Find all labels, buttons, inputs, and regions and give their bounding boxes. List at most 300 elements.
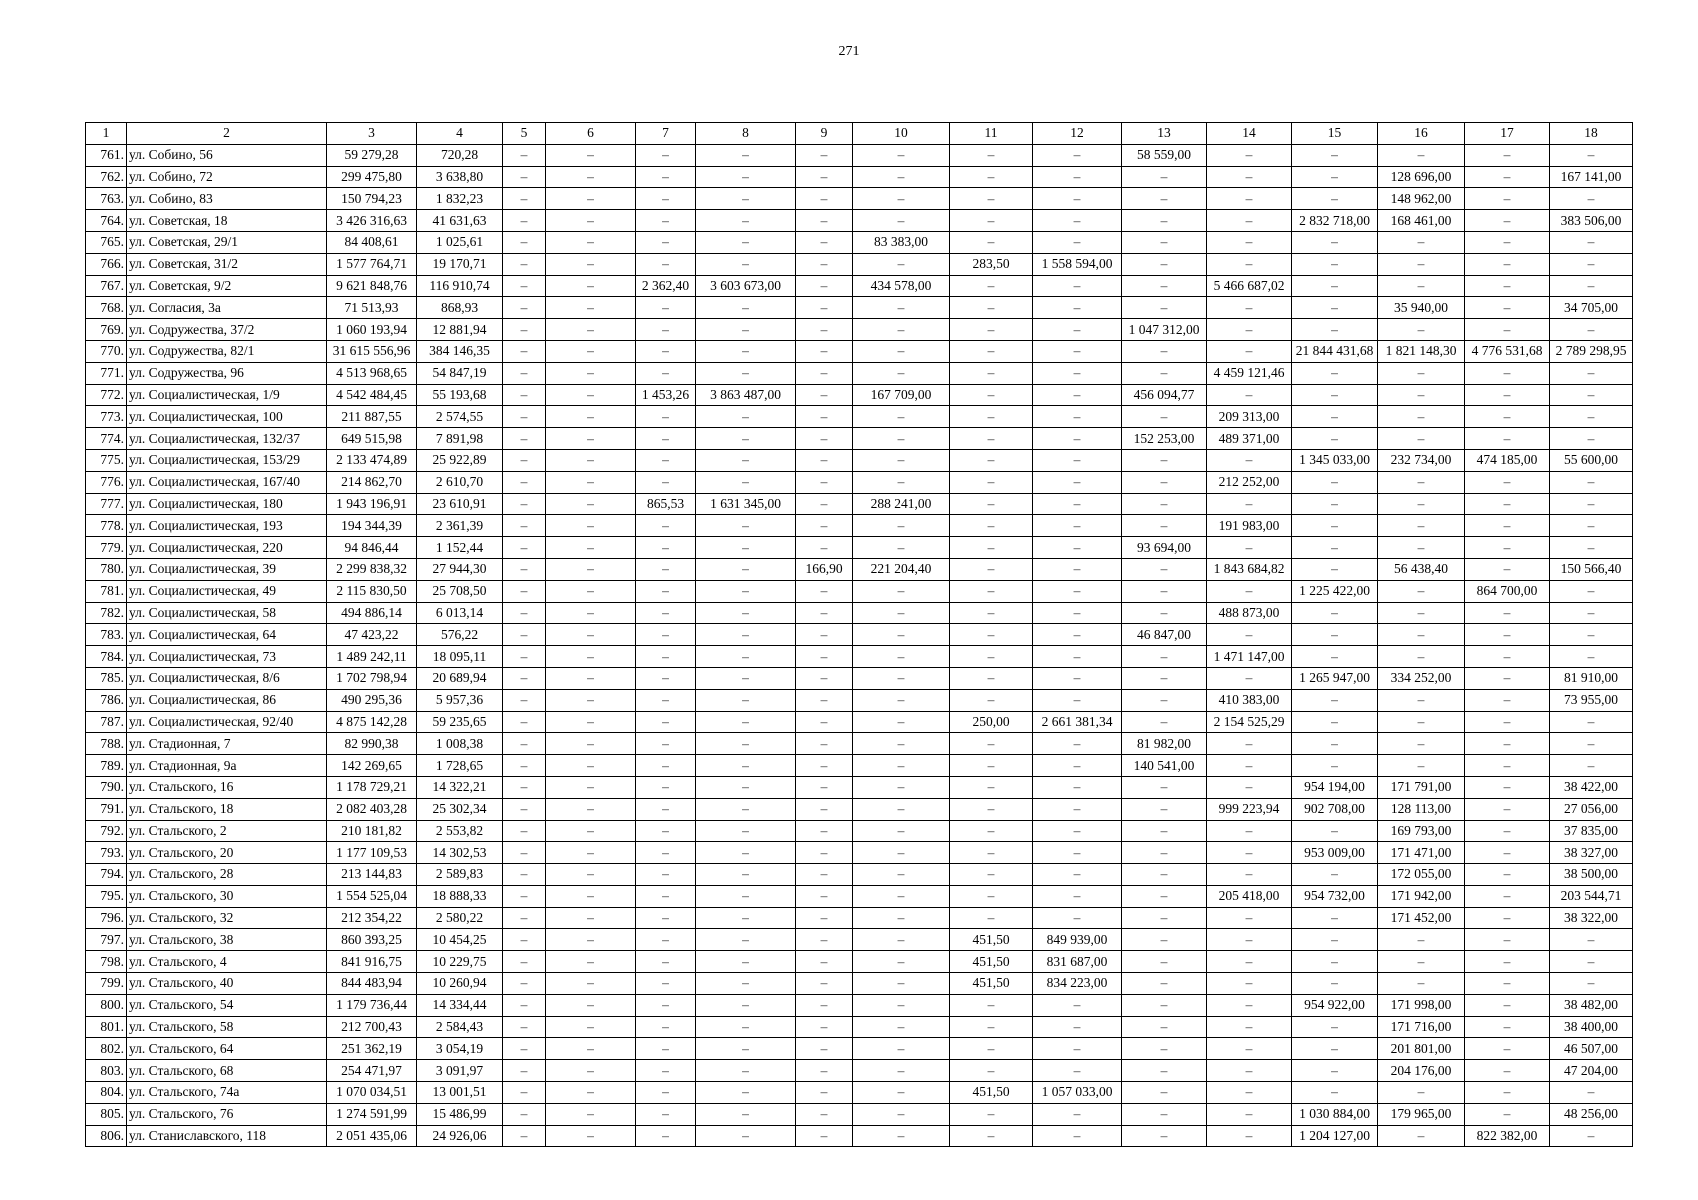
value-cell: – <box>503 1103 546 1125</box>
row-number-cell: 774. <box>86 428 127 450</box>
value-cell: – <box>636 210 696 232</box>
value-cell: 21 844 431,68 <box>1292 340 1378 362</box>
value-cell: – <box>546 951 636 973</box>
value-cell: – <box>503 820 546 842</box>
table-row <box>86 166 1633 188</box>
value-cell: 169 793,00 <box>1378 820 1465 842</box>
value-cell: – <box>636 624 696 646</box>
value-cell: 4 875 142,28 <box>327 711 417 733</box>
value-cell: 1 225 422,00 <box>1292 580 1378 602</box>
value-cell: – <box>1122 602 1207 624</box>
value-cell: 1 152,44 <box>417 537 503 559</box>
address-cell: ул. Социалистическая, 8/6 <box>127 667 327 689</box>
value-cell: – <box>1207 929 1292 951</box>
column-header: 13 <box>1122 123 1207 145</box>
value-cell: – <box>950 624 1033 646</box>
value-cell: 142 269,65 <box>327 755 417 777</box>
value-cell: – <box>1550 515 1633 537</box>
value-cell: – <box>1465 144 1550 166</box>
value-cell: – <box>503 711 546 733</box>
value-cell: – <box>1292 275 1378 297</box>
value-cell: – <box>696 1125 796 1147</box>
value-cell: 46 507,00 <box>1550 1038 1633 1060</box>
value-cell: – <box>503 471 546 493</box>
value-cell: 15 486,99 <box>417 1103 503 1125</box>
value-cell: 167 141,00 <box>1550 166 1633 188</box>
value-cell: – <box>503 1016 546 1038</box>
value-cell: – <box>853 1103 950 1125</box>
value-cell: – <box>546 188 636 210</box>
value-cell: – <box>1550 493 1633 515</box>
value-cell: – <box>1465 973 1550 995</box>
value-cell: – <box>1465 428 1550 450</box>
value-cell: – <box>1033 755 1122 777</box>
value-cell: – <box>546 1060 636 1082</box>
value-cell: 41 631,63 <box>417 210 503 232</box>
value-cell: – <box>636 362 696 384</box>
value-cell: 1 821 148,30 <box>1378 340 1465 362</box>
value-cell: 720,28 <box>417 144 503 166</box>
value-cell: 576,22 <box>417 624 503 646</box>
value-cell: – <box>503 558 546 580</box>
address-cell: ул. Согласия, 3а <box>127 297 327 319</box>
value-cell: – <box>1550 755 1633 777</box>
value-cell: 2 082 403,28 <box>327 798 417 820</box>
address-cell: ул. Стальского, 32 <box>127 907 327 929</box>
value-cell: – <box>1207 1016 1292 1038</box>
value-cell: – <box>696 667 796 689</box>
value-cell: 1 554 525,04 <box>327 885 417 907</box>
value-cell: – <box>1292 297 1378 319</box>
column-header: 8 <box>696 123 796 145</box>
value-cell: – <box>796 471 853 493</box>
table-row <box>86 340 1633 362</box>
address-cell: ул. Стальского, 40 <box>127 973 327 995</box>
value-cell: – <box>696 210 796 232</box>
value-cell: – <box>636 428 696 450</box>
value-cell: – <box>546 297 636 319</box>
value-cell: 2 589,83 <box>417 864 503 886</box>
value-cell: – <box>1550 384 1633 406</box>
value-cell: 288 241,00 <box>853 493 950 515</box>
value-cell: – <box>503 776 546 798</box>
value-cell: – <box>796 624 853 646</box>
value-cell: 10 260,94 <box>417 973 503 995</box>
address-cell: ул. Социалистическая, 49 <box>127 580 327 602</box>
value-cell: – <box>1465 493 1550 515</box>
value-cell: 2 133 474,89 <box>327 449 417 471</box>
value-cell: – <box>1033 842 1122 864</box>
value-cell: – <box>696 820 796 842</box>
address-cell: ул. Собино, 83 <box>127 188 327 210</box>
value-cell: – <box>1122 646 1207 668</box>
value-cell: – <box>503 646 546 668</box>
value-cell: – <box>1465 776 1550 798</box>
table-row <box>86 275 1633 297</box>
table-row <box>86 210 1633 232</box>
value-cell: – <box>853 1016 950 1038</box>
column-header: 4 <box>417 123 503 145</box>
value-cell: 209 313,00 <box>1207 406 1292 428</box>
value-cell: – <box>1207 733 1292 755</box>
column-header: 17 <box>1465 123 1550 145</box>
column-header: 18 <box>1550 123 1633 145</box>
address-cell: ул. Стальского, 38 <box>127 929 327 951</box>
value-cell: – <box>1550 951 1633 973</box>
value-cell: – <box>546 558 636 580</box>
value-cell: 1 177 109,53 <box>327 842 417 864</box>
value-cell: 953 009,00 <box>1292 842 1378 864</box>
value-cell: – <box>503 166 546 188</box>
value-cell: – <box>796 776 853 798</box>
table-row <box>86 907 1633 929</box>
value-cell: 2 661 381,34 <box>1033 711 1122 733</box>
value-cell: 456 094,77 <box>1122 384 1207 406</box>
value-cell: – <box>636 340 696 362</box>
value-cell: 152 253,00 <box>1122 428 1207 450</box>
value-cell: 166,90 <box>796 558 853 580</box>
value-cell: – <box>546 1103 636 1125</box>
value-cell: – <box>1122 362 1207 384</box>
address-cell: ул. Стальского, 54 <box>127 994 327 1016</box>
value-cell: – <box>853 667 950 689</box>
value-cell: 18 095,11 <box>417 646 503 668</box>
value-cell: 489 371,00 <box>1207 428 1292 450</box>
value-cell: 59 279,28 <box>327 144 417 166</box>
value-cell: – <box>1292 733 1378 755</box>
row-number-cell: 761. <box>86 144 127 166</box>
address-cell: ул. Социалистическая, 64 <box>127 624 327 646</box>
table-header-row <box>86 123 1633 145</box>
row-number-cell: 765. <box>86 231 127 253</box>
value-cell: – <box>1550 362 1633 384</box>
value-cell: 14 322,21 <box>417 776 503 798</box>
table-row <box>86 755 1633 777</box>
value-cell: – <box>546 973 636 995</box>
value-cell: – <box>796 319 853 341</box>
value-cell: 214 862,70 <box>327 471 417 493</box>
value-cell: – <box>1033 515 1122 537</box>
value-cell: – <box>950 319 1033 341</box>
value-cell: 116 910,74 <box>417 275 503 297</box>
value-cell: 171 471,00 <box>1378 842 1465 864</box>
value-cell: – <box>950 471 1033 493</box>
value-cell: – <box>1465 885 1550 907</box>
value-cell: 10 229,75 <box>417 951 503 973</box>
value-cell: – <box>503 515 546 537</box>
value-cell: – <box>1378 493 1465 515</box>
value-cell: – <box>853 646 950 668</box>
value-cell: – <box>1207 493 1292 515</box>
value-cell: – <box>1122 776 1207 798</box>
value-cell: 38 500,00 <box>1550 864 1633 886</box>
value-cell: – <box>636 602 696 624</box>
value-cell: – <box>1122 798 1207 820</box>
value-cell: 822 382,00 <box>1465 1125 1550 1147</box>
value-cell: 4 513 968,65 <box>327 362 417 384</box>
row-number-cell: 768. <box>86 297 127 319</box>
value-cell: – <box>696 951 796 973</box>
value-cell: 55 600,00 <box>1550 449 1633 471</box>
value-cell: – <box>696 580 796 602</box>
value-cell: – <box>1292 689 1378 711</box>
value-cell: 2 361,39 <box>417 515 503 537</box>
column-header: 14 <box>1207 123 1292 145</box>
value-cell: 71 513,93 <box>327 297 417 319</box>
value-cell: 204 176,00 <box>1378 1060 1465 1082</box>
value-cell: – <box>950 1060 1033 1082</box>
value-cell: – <box>796 1125 853 1147</box>
table-row <box>86 929 1633 951</box>
value-cell: 1 577 764,71 <box>327 253 417 275</box>
value-cell: – <box>796 973 853 995</box>
value-cell: – <box>853 471 950 493</box>
value-cell: – <box>1207 580 1292 602</box>
value-cell: – <box>696 842 796 864</box>
value-cell: 1 265 947,00 <box>1292 667 1378 689</box>
address-cell: ул. Советская, 18 <box>127 210 327 232</box>
value-cell: 221 204,40 <box>853 558 950 580</box>
value-cell: – <box>503 602 546 624</box>
value-cell: 334 252,00 <box>1378 667 1465 689</box>
value-cell: – <box>950 842 1033 864</box>
value-cell: – <box>1378 275 1465 297</box>
value-cell: – <box>1033 885 1122 907</box>
value-cell: 212 252,00 <box>1207 471 1292 493</box>
value-cell: – <box>636 297 696 319</box>
value-cell: – <box>546 624 636 646</box>
value-cell: 451,50 <box>950 951 1033 973</box>
value-cell: – <box>1033 210 1122 232</box>
table-row <box>86 580 1633 602</box>
value-cell: – <box>853 537 950 559</box>
value-cell: – <box>503 1125 546 1147</box>
value-cell: – <box>950 689 1033 711</box>
value-cell: – <box>1378 428 1465 450</box>
value-cell: – <box>546 231 636 253</box>
value-cell: 4 459 121,46 <box>1207 362 1292 384</box>
value-cell: – <box>1378 253 1465 275</box>
value-cell: – <box>1292 973 1378 995</box>
value-cell: – <box>546 667 636 689</box>
row-number-cell: 800. <box>86 994 127 1016</box>
value-cell: – <box>636 231 696 253</box>
table-row <box>86 188 1633 210</box>
value-cell: – <box>1465 864 1550 886</box>
value-cell: – <box>546 449 636 471</box>
column-header: 12 <box>1033 123 1122 145</box>
value-cell: – <box>696 449 796 471</box>
value-cell: 834 223,00 <box>1033 973 1122 995</box>
value-cell: 194 344,39 <box>327 515 417 537</box>
value-cell: – <box>1465 820 1550 842</box>
value-cell: – <box>1292 711 1378 733</box>
value-cell: – <box>853 929 950 951</box>
value-cell: – <box>1465 384 1550 406</box>
value-cell: – <box>1033 646 1122 668</box>
value-cell: – <box>546 820 636 842</box>
value-cell: – <box>796 406 853 428</box>
value-cell: – <box>1292 537 1378 559</box>
value-cell: – <box>853 885 950 907</box>
value-cell: – <box>1465 951 1550 973</box>
value-cell: – <box>546 537 636 559</box>
value-cell: – <box>950 1038 1033 1060</box>
value-cell: 213 144,83 <box>327 864 417 886</box>
value-cell: – <box>1465 711 1550 733</box>
value-cell: 2 362,40 <box>636 275 696 297</box>
value-cell: – <box>796 1016 853 1038</box>
value-cell: – <box>1550 624 1633 646</box>
value-cell: 58 559,00 <box>1122 144 1207 166</box>
value-cell: – <box>1465 689 1550 711</box>
value-cell: – <box>503 319 546 341</box>
row-number-cell: 790. <box>86 776 127 798</box>
value-cell: 451,50 <box>950 973 1033 995</box>
value-cell: – <box>636 755 696 777</box>
value-cell: – <box>950 406 1033 428</box>
value-cell: 48 256,00 <box>1550 1103 1633 1125</box>
value-cell: – <box>1207 973 1292 995</box>
value-cell: – <box>1292 646 1378 668</box>
row-number-cell: 773. <box>86 406 127 428</box>
value-cell: – <box>1292 188 1378 210</box>
value-cell: – <box>1465 275 1550 297</box>
value-cell: – <box>950 907 1033 929</box>
value-cell: – <box>1207 188 1292 210</box>
value-cell: – <box>853 842 950 864</box>
value-cell: – <box>503 537 546 559</box>
value-cell: – <box>546 471 636 493</box>
value-cell: – <box>503 384 546 406</box>
value-cell: – <box>853 711 950 733</box>
value-cell: 254 471,97 <box>327 1060 417 1082</box>
value-cell: – <box>796 362 853 384</box>
value-cell: – <box>1378 929 1465 951</box>
value-cell: – <box>636 449 696 471</box>
value-cell: 1 832,23 <box>417 188 503 210</box>
value-cell: – <box>636 319 696 341</box>
value-cell: – <box>696 624 796 646</box>
value-cell: – <box>696 319 796 341</box>
value-cell: – <box>1292 1082 1378 1104</box>
value-cell: – <box>853 1125 950 1147</box>
value-cell: 2 832 718,00 <box>1292 210 1378 232</box>
value-cell: – <box>1292 471 1378 493</box>
value-cell: 3 603 673,00 <box>696 275 796 297</box>
row-number-cell: 797. <box>86 929 127 951</box>
value-cell: – <box>796 493 853 515</box>
row-number-cell: 770. <box>86 340 127 362</box>
table-row <box>86 994 1633 1016</box>
value-cell: – <box>696 231 796 253</box>
value-cell: – <box>1122 1082 1207 1104</box>
value-cell: – <box>796 297 853 319</box>
column-header: 11 <box>950 123 1033 145</box>
column-header: 6 <box>546 123 636 145</box>
value-cell: 1 204 127,00 <box>1292 1125 1378 1147</box>
value-cell: – <box>503 755 546 777</box>
value-cell: – <box>696 798 796 820</box>
value-cell: – <box>546 994 636 1016</box>
value-cell: – <box>1378 1082 1465 1104</box>
value-cell: – <box>546 711 636 733</box>
value-cell: 12 881,94 <box>417 319 503 341</box>
value-cell: – <box>1122 667 1207 689</box>
value-cell: – <box>950 449 1033 471</box>
value-cell: – <box>853 755 950 777</box>
value-cell: – <box>1122 711 1207 733</box>
value-cell: – <box>1122 188 1207 210</box>
value-cell: 171 791,00 <box>1378 776 1465 798</box>
value-cell: – <box>796 1082 853 1104</box>
value-cell: – <box>636 188 696 210</box>
value-cell: – <box>1292 602 1378 624</box>
value-cell: – <box>546 646 636 668</box>
value-cell: – <box>1207 1082 1292 1104</box>
value-cell: – <box>853 733 950 755</box>
value-cell: 1 025,61 <box>417 231 503 253</box>
value-cell: 5 466 687,02 <box>1207 275 1292 297</box>
value-cell: – <box>546 406 636 428</box>
value-cell: – <box>503 210 546 232</box>
value-cell: – <box>503 144 546 166</box>
table-row <box>86 253 1633 275</box>
table-row <box>86 319 1633 341</box>
value-cell: – <box>796 885 853 907</box>
value-cell: – <box>636 951 696 973</box>
value-cell: – <box>636 515 696 537</box>
address-cell: ул. Социалистическая, 193 <box>127 515 327 537</box>
value-cell: 1 489 242,11 <box>327 646 417 668</box>
value-cell: – <box>1292 428 1378 450</box>
value-cell: 148 962,00 <box>1378 188 1465 210</box>
table-row <box>86 602 1633 624</box>
value-cell: – <box>1550 711 1633 733</box>
value-cell: – <box>1033 776 1122 798</box>
value-cell: – <box>696 1038 796 1060</box>
value-cell: – <box>546 144 636 166</box>
row-number-cell: 795. <box>86 885 127 907</box>
value-cell: 2 553,82 <box>417 820 503 842</box>
value-cell: – <box>796 1060 853 1082</box>
address-cell: ул. Стальского, 58 <box>127 1016 327 1038</box>
value-cell: – <box>1122 842 1207 864</box>
value-cell: – <box>696 994 796 1016</box>
value-cell: 128 113,00 <box>1378 798 1465 820</box>
value-cell: – <box>636 798 696 820</box>
value-cell: – <box>1033 449 1122 471</box>
address-cell: ул. Социалистическая, 153/29 <box>127 449 327 471</box>
value-cell: – <box>1122 885 1207 907</box>
value-cell: – <box>696 711 796 733</box>
value-cell: – <box>1033 340 1122 362</box>
value-cell: – <box>636 733 696 755</box>
value-cell: 2 115 830,50 <box>327 580 417 602</box>
table-row <box>86 820 1633 842</box>
value-cell: – <box>1292 755 1378 777</box>
value-cell: – <box>696 537 796 559</box>
value-cell: – <box>950 864 1033 886</box>
value-cell: – <box>950 362 1033 384</box>
value-cell: – <box>696 885 796 907</box>
value-cell: – <box>1550 471 1633 493</box>
value-cell: – <box>1465 1038 1550 1060</box>
row-number-cell: 780. <box>86 558 127 580</box>
value-cell: 831 687,00 <box>1033 951 1122 973</box>
value-cell: – <box>950 493 1033 515</box>
row-number-cell: 798. <box>86 951 127 973</box>
